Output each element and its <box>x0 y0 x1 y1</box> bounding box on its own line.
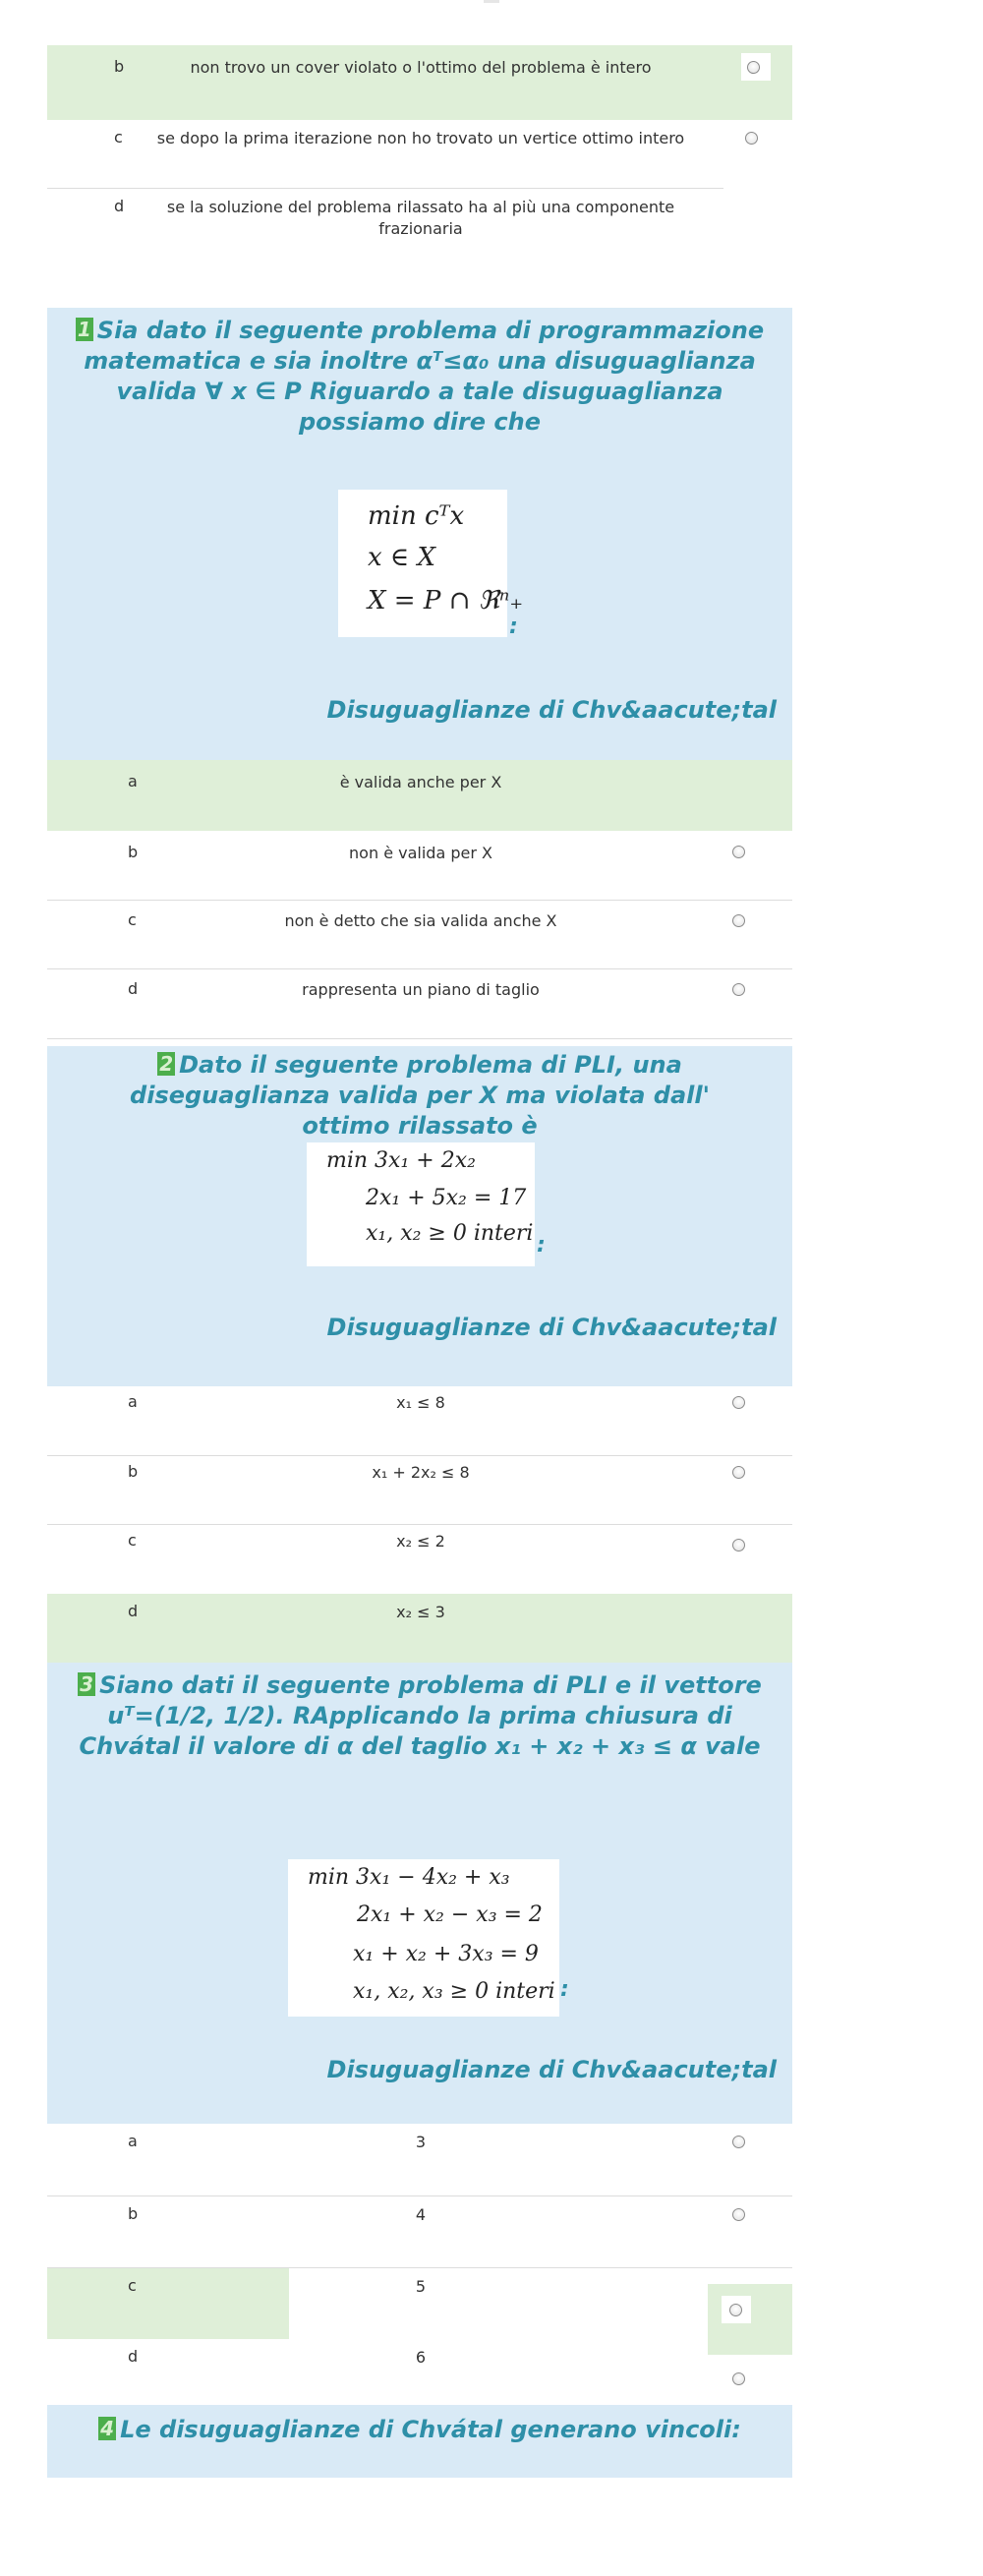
question-title <box>67 2415 773 2445</box>
question-number: 4 <box>100 2417 115 2440</box>
formula-line: min 3x₁ + 2x₂ <box>326 1148 476 1173</box>
question-number: 3 <box>80 1672 94 1696</box>
option-letter: b <box>128 1462 139 1481</box>
option-letter: d <box>128 2347 139 2366</box>
formula-line: min cᵀx <box>368 501 465 531</box>
option-letter: c <box>128 2276 137 2295</box>
section-label: Disuguaglianze di Chv&aacute;tal <box>326 1314 777 1341</box>
option-letter: c <box>128 1531 137 1550</box>
option-letter: d <box>128 979 139 998</box>
radio-button[interactable] <box>729 2304 742 2316</box>
section-label: Disuguaglianze di Chv&aacute;tal <box>326 2056 777 2083</box>
divider <box>47 1038 792 1039</box>
radio-button[interactable] <box>732 2372 745 2385</box>
option-letter: a <box>128 1392 138 1411</box>
question-text: Siano dati il seguente problema di PLI e il vettore uᵀ=(1/2, 1/2). RApplicando la prima chiusura di Chvátal il valore di α del taglio x₁ + x₂ + x₃ ≤ α vale <box>79 1671 762 1760</box>
question-title <box>96 1050 743 1142</box>
option-row-d[interactable] <box>47 2339 792 2410</box>
formula-line: x₁, x₂, x₃ ≥ 0 interi <box>353 1979 555 2004</box>
formula-line: x ∈ X <box>368 543 435 572</box>
option-letter: d <box>114 197 125 215</box>
option-text: 4 <box>415 2205 427 2224</box>
question-block-3 <box>47 1663 792 2124</box>
option-text: rappresenta un piano di taglio <box>302 980 540 999</box>
radio-button[interactable] <box>732 914 745 927</box>
formula-image <box>338 490 524 637</box>
option-letter: d <box>128 1602 139 1620</box>
question-number: 1 <box>77 318 91 341</box>
option-text: non trovo un cover violato o l'ottimo del problema è intero <box>190 58 652 77</box>
option-text: x₂ ≤ 2 <box>396 1532 445 1551</box>
option-letter: c <box>128 910 137 929</box>
option-row-b[interactable] <box>47 2196 792 2267</box>
formula-line: min 3x₁ − 4x₂ + x₃ <box>308 1865 510 1890</box>
formula-line: 2x₁ + 5x₂ = 17 <box>366 1186 527 1210</box>
option-row-a[interactable] <box>47 760 792 831</box>
radio-button[interactable] <box>732 2208 745 2221</box>
radio-button[interactable] <box>732 846 745 858</box>
option-row-b[interactable] <box>47 1456 792 1525</box>
option-letter: a <box>128 772 138 790</box>
formula-line: x₁, x₂ ≥ 0 interi <box>366 1221 534 1246</box>
page-top-mark <box>484 0 499 3</box>
question-text: Sia dato il seguente problema di programmazione matematica e sia inoltre αᵀ≤α₀ una disuguaglianza valida ∀ x ∈ P Riguardo a tale disuguaglianza possiamo dire che <box>84 317 765 436</box>
option-row-b[interactable] <box>47 45 792 120</box>
radio-button[interactable] <box>732 1396 745 1409</box>
option-text: x₁ ≤ 8 <box>396 1393 445 1412</box>
formula-line: x₁ + x₂ + 3x₃ = 9 <box>353 1942 539 1966</box>
formula-image <box>307 1142 535 1266</box>
question-title <box>67 1670 773 1762</box>
option-letter: b <box>114 57 125 76</box>
option-letter: b <box>128 843 139 861</box>
formula-colon: : <box>560 1977 569 2002</box>
question-text: Le disuguaglianze di Chvátal generano vincoli: <box>120 2416 741 2443</box>
option-row-d[interactable] <box>47 189 792 307</box>
question-title <box>67 316 773 438</box>
option-letter: c <box>114 128 123 146</box>
option-text: è valida anche per X <box>339 773 502 791</box>
option-text: 3 <box>415 2133 427 2151</box>
option-text: x₁ + 2x₂ ≤ 8 <box>372 1463 470 1482</box>
formula-colon: : <box>537 1233 546 1258</box>
radio-button[interactable] <box>732 2136 745 2148</box>
formula-image <box>288 1859 559 2017</box>
option-row-a[interactable] <box>47 1386 792 1455</box>
option-row-c[interactable] <box>47 2268 792 2339</box>
option-row-b[interactable] <box>47 831 792 900</box>
question-block-1 <box>47 308 792 760</box>
question-number: 2 <box>159 1052 174 1076</box>
option-letter: a <box>128 2132 138 2150</box>
option-text: non è detto che sia valida anche X <box>284 911 557 930</box>
option-row-a[interactable] <box>47 2124 792 2195</box>
option-row-c[interactable] <box>47 1525 792 1594</box>
option-text: 5 <box>415 2277 427 2296</box>
option-text: non è valida per X <box>349 844 492 862</box>
option-row-d[interactable] <box>47 969 792 1038</box>
option-text: se la soluzione del problema rilassato ha al più una componente frazionaria <box>166 198 675 238</box>
section-label: Disuguaglianze di Chv&aacute;tal <box>326 696 777 724</box>
option-letter: b <box>128 2204 139 2223</box>
option-text: se dopo la prima iterazione non ho trovato un vertice ottimo intero <box>156 129 685 147</box>
question-block-2 <box>47 1046 792 1386</box>
option-row-c[interactable] <box>47 901 792 969</box>
radio-button[interactable] <box>732 983 745 996</box>
option-row-c[interactable] <box>47 120 792 189</box>
question-block-4 <box>47 2405 792 2478</box>
option-text: x₂ ≤ 3 <box>396 1603 445 1621</box>
question-text: Dato il seguente problema di PLI, una diseguaglianza valida per X ma violata dall' ottimo rilassato è <box>130 1051 710 1140</box>
formula-line: X = P ∩ ℜⁿ₊ <box>368 586 524 615</box>
option-row-d[interactable] <box>47 1594 792 1663</box>
radio-button[interactable] <box>745 132 758 145</box>
formula-colon: : <box>509 615 518 639</box>
radio-button[interactable] <box>732 1466 745 1479</box>
formula-line: 2x₁ + x₂ − x₃ = 2 <box>357 1903 543 1927</box>
radio-button[interactable] <box>732 1539 745 1551</box>
radio-button[interactable] <box>747 61 760 74</box>
option-text: 6 <box>415 2348 427 2367</box>
